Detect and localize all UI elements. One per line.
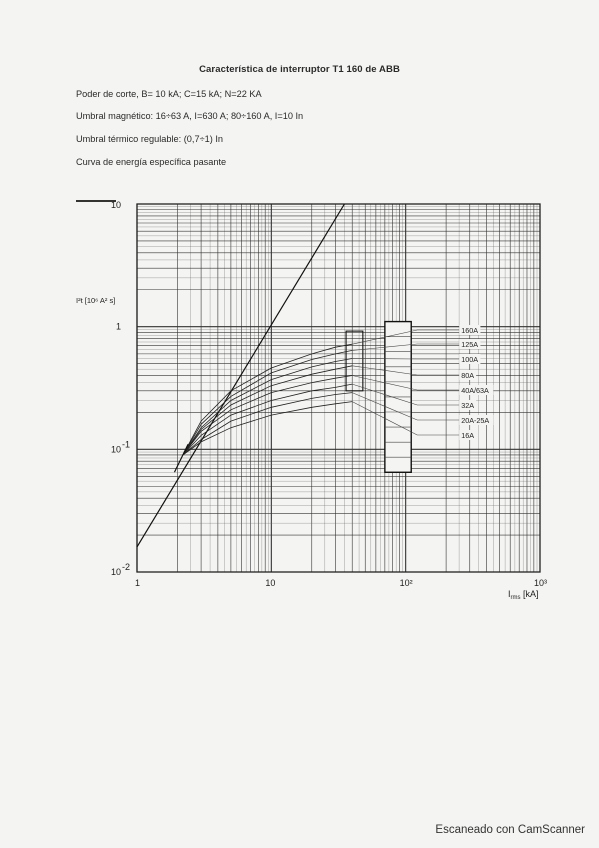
x-axis-label	[508, 589, 539, 601]
small-bracket	[346, 331, 363, 391]
series-curve	[183, 359, 352, 455]
scanner-watermark: Escaneado con CamScanner	[435, 824, 585, 836]
series-label: 40A/63A	[461, 386, 489, 395]
series-label: 16A	[461, 431, 475, 440]
series-label: 160A	[461, 326, 479, 335]
series-label: 20A-25A	[461, 416, 490, 425]
series-label: 100A	[461, 355, 479, 364]
series-curve	[183, 366, 352, 455]
y-tick-exponent: -1	[122, 439, 131, 450]
x-axis-label-unit: [kA]	[520, 589, 539, 599]
thermal-threshold-line: Umbral térmico regulable: (0,7÷1) In	[76, 134, 223, 144]
chart-caption-line: Curva de energía específica pasante	[76, 157, 227, 167]
series-curve	[183, 384, 352, 455]
y-tick-label: 10	[110, 567, 121, 577]
magnetic-threshold-line: Umbral magnético: 16÷63 A, I=630 A; 80÷160 A, I=10 In	[76, 111, 304, 121]
document-title: Característica de interruptor T1 160 de ABB	[199, 64, 400, 75]
breaking-capacity-line: Poder de corte, B= 10 kA; C=15 kA; N=22 KA	[76, 89, 262, 99]
y-axis-label: I²t [10⁶ A² s]	[76, 296, 116, 305]
x-axis-label-main: I	[508, 589, 511, 599]
series-curve	[183, 350, 352, 455]
y-tick-label: 10	[110, 444, 121, 455]
series-label: 125A	[461, 340, 479, 349]
x-axis-label-sub: rms	[510, 595, 521, 601]
y-tick-label: 10	[110, 200, 121, 210]
x-tick-label: 10³	[534, 578, 548, 588]
x-tick-label: 10²	[399, 578, 413, 588]
series-label: 32A	[461, 401, 475, 410]
y-tick-exponent: -2	[122, 562, 131, 572]
y-tick-label: 1	[115, 321, 121, 332]
series-label: 80A	[461, 371, 475, 380]
x-tick-label: 10	[265, 578, 276, 588]
x-tick-label: 1	[135, 578, 141, 588]
